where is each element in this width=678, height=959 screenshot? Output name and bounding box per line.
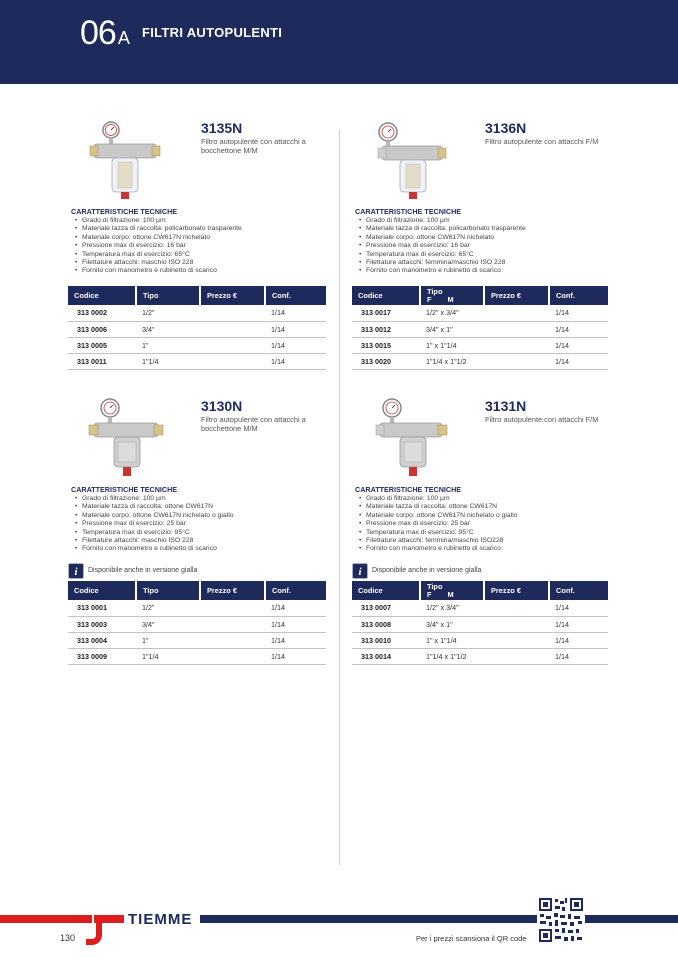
spec-item: • Grado di filtrazione: 100 µm xyxy=(82,495,326,503)
specs-title: CARATTERISTICHE TECNICHE xyxy=(71,485,178,494)
section-number xyxy=(80,14,130,53)
price-table xyxy=(352,286,608,370)
spec-item: • Filettature attacchi: maschio ISO 228 xyxy=(82,259,326,267)
product-code: 3131N xyxy=(485,398,527,414)
cell-prezzo xyxy=(200,632,265,648)
specs-title: CARATTERISTICHE TECNICHE xyxy=(355,207,462,216)
cell-conf: 1/14 xyxy=(549,616,608,632)
header-tipo: Tipo xyxy=(136,581,200,600)
cell-codice: 313 0014 xyxy=(352,648,420,664)
column-divider xyxy=(339,130,340,865)
header-prezzo: Prezzo € xyxy=(200,286,265,305)
cell-conf: 1/14 xyxy=(549,305,608,321)
filter-3136n-image xyxy=(372,120,452,200)
specs-block xyxy=(71,485,326,554)
page-header xyxy=(0,0,678,84)
cell-prezzo xyxy=(200,305,265,321)
cell-codice: 313 0020 xyxy=(352,353,420,369)
spec-item: • Grado di filtrazione: 100 µm xyxy=(366,217,610,225)
specs-title: CARATTERISTICHE TECNICHE xyxy=(355,485,462,494)
section-number-main: 06 xyxy=(80,14,116,52)
spec-item: • Filettature attacchi: femmina/maschio ISO 228 xyxy=(366,259,610,267)
table-header-row xyxy=(68,286,326,305)
spec-item: • Materiale corpo: ottone CW617N nichelato o giallo xyxy=(82,512,326,520)
table-row xyxy=(68,305,326,321)
cell-tipo: 1/2" xyxy=(136,305,200,321)
cell-tipo: 3/4" xyxy=(136,321,200,337)
cell-prezzo xyxy=(200,321,265,337)
cell-codice: 313 0017 xyxy=(352,305,420,321)
cell-tipo: 1" x 1"1/4 xyxy=(420,337,484,353)
spec-item: • Temperatura max di esercizio: 65°C xyxy=(82,251,326,259)
header-tipo-f: F xyxy=(427,295,432,304)
cell-prezzo xyxy=(200,616,265,632)
cell-prezzo xyxy=(200,337,265,353)
spec-item: • Fornito con manometro e rubinetto di scarico xyxy=(82,545,326,553)
info-note-text: Disponibile anche in versione gialla xyxy=(88,567,198,574)
cell-codice: 313 0001 xyxy=(68,600,136,616)
spec-item: • Pressione max di esercizio: 16 bar xyxy=(366,242,610,250)
header-conf: Conf. xyxy=(549,286,608,305)
cell-conf: 1/14 xyxy=(549,648,608,664)
price-table xyxy=(68,581,326,665)
spec-item: • Materiale tazza di raccolta: ottone CW617N xyxy=(366,503,610,511)
product-code: 3136N xyxy=(485,120,527,136)
cell-tipo: 1/2" xyxy=(136,600,200,616)
cell-codice: 313 0006 xyxy=(68,321,136,337)
footer-red-hook xyxy=(86,915,102,945)
cell-conf: 1/14 xyxy=(265,305,326,321)
cell-prezzo xyxy=(200,600,265,616)
cell-tipo: 1" x 1"1/4 xyxy=(420,632,484,648)
cell-codice: 313 0009 xyxy=(68,648,136,664)
cell-codice: 313 0015 xyxy=(352,337,420,353)
product-description: Filtro autopulente con attacchi F/M xyxy=(485,137,599,146)
cell-conf: 1/14 xyxy=(265,600,326,616)
info-icon: i xyxy=(352,563,368,579)
table-row xyxy=(352,337,608,353)
spec-item: • Materiale tazza di raccolta: ottone CW617N xyxy=(82,503,326,511)
specs-list xyxy=(71,495,326,554)
product-description: Filtro autopulente con attacchi a bocchettone M/M xyxy=(201,137,306,155)
info-note-text: Disponibile anche in versione gialla xyxy=(372,567,482,574)
product-code: 3130N xyxy=(201,398,243,414)
spec-item: • Temperatura max di esercizio: 95°C xyxy=(82,529,326,537)
cell-codice: 313 0003 xyxy=(68,616,136,632)
table-row xyxy=(352,616,608,632)
cell-tipo: 3/4" x 1" xyxy=(420,321,484,337)
cell-conf: 1/14 xyxy=(265,616,326,632)
page-number: 130 xyxy=(60,933,76,943)
footer-blue-bar xyxy=(200,915,678,923)
cell-tipo: 1" xyxy=(136,337,200,353)
product-description: Filtro autopulente con attacchi a bocchettone M/M xyxy=(201,415,306,433)
table-row xyxy=(68,632,326,648)
cell-prezzo xyxy=(484,353,549,369)
cell-tipo: 1"1/4 x 1"1/2 xyxy=(420,353,484,369)
cell-codice: 313 0010 xyxy=(352,632,420,648)
spec-item: • Pressione max di esercizio: 16 bar xyxy=(82,242,326,250)
info-icon: i xyxy=(68,563,84,579)
table-row xyxy=(68,616,326,632)
table-row xyxy=(352,632,608,648)
header-tipo-f: F xyxy=(427,590,432,599)
brand-logo-text: TIEMME xyxy=(128,911,193,928)
specs-list xyxy=(355,495,610,554)
spec-item: • Fornito con manometro e rubinetto di scarico xyxy=(366,545,610,553)
filter-3130n-image xyxy=(88,398,168,478)
header-conf: Conf. xyxy=(549,581,608,600)
table-row xyxy=(352,600,608,616)
info-note xyxy=(352,563,552,579)
table-row xyxy=(68,337,326,353)
table-row xyxy=(352,305,608,321)
cell-prezzo xyxy=(484,321,549,337)
cell-tipo: 1/2" x 3/4" xyxy=(420,305,484,321)
cell-conf: 1/14 xyxy=(265,632,326,648)
table-header-row xyxy=(352,286,608,305)
cell-prezzo xyxy=(484,616,549,632)
cell-conf: 1/14 xyxy=(265,337,326,353)
specs-block xyxy=(355,207,610,276)
header-prezzo: Prezzo € xyxy=(484,581,549,600)
spec-item: • Materiale corpo: ottone CW617N nichelato xyxy=(82,234,326,242)
qr-caption: Per i prezzi scansiona il QR code xyxy=(416,934,527,943)
header-codice: Codice xyxy=(352,286,420,305)
header-tipo: Tipo xyxy=(136,286,200,305)
cell-prezzo xyxy=(484,337,549,353)
section-number-sub: A xyxy=(117,28,130,48)
specs-block xyxy=(355,485,610,554)
spec-item: • Materiale tazza di raccolta: policarbonato trasparente xyxy=(82,225,326,233)
table-header-row xyxy=(68,581,326,600)
spec-item: • Pressione max di esercizio: 25 bar xyxy=(366,520,610,528)
header-tipo xyxy=(420,286,484,305)
specs-list xyxy=(71,217,326,276)
info-note xyxy=(68,563,268,579)
header-tipo-fm xyxy=(427,591,483,599)
header-codice: Codice xyxy=(352,581,420,600)
spec-item: • Materiale corpo: ottone CW617N nichelato xyxy=(366,234,610,242)
header-conf: Conf. xyxy=(265,286,326,305)
price-table xyxy=(352,581,608,665)
header-tipo-m: M xyxy=(447,295,454,304)
specs-title: CARATTERISTICHE TECNICHE xyxy=(71,207,178,216)
product-code: 3135N xyxy=(201,120,243,136)
spec-item: • Materiale tazza di raccolta: policarbonato trasparente xyxy=(366,225,610,233)
header-tipo-label: Tipo xyxy=(427,582,443,591)
cell-conf: 1/14 xyxy=(265,648,326,664)
cell-conf: 1/14 xyxy=(549,632,608,648)
cell-conf: 1/14 xyxy=(549,321,608,337)
cell-tipo: 1/2" x 3/4" xyxy=(420,600,484,616)
table-row xyxy=(68,648,326,664)
header-codice: Codice xyxy=(68,581,136,600)
cell-codice: 313 0012 xyxy=(352,321,420,337)
table-row xyxy=(68,321,326,337)
header-tipo-m: M xyxy=(447,590,454,599)
footer-red-bar xyxy=(0,915,92,923)
cell-prezzo xyxy=(484,305,549,321)
filter-3135n-image xyxy=(88,120,168,200)
cell-codice: 313 0002 xyxy=(68,305,136,321)
header-conf: Conf. xyxy=(265,581,326,600)
spec-item: • Grado di filtrazione: 100 µm xyxy=(82,217,326,225)
header-codice: Codice xyxy=(68,286,136,305)
specs-block xyxy=(71,207,326,276)
header-tipo-label: Tipo xyxy=(427,287,443,296)
filter-3131n-image xyxy=(372,398,452,478)
cell-codice: 313 0007 xyxy=(352,600,420,616)
cell-tipo: 1"1/4 xyxy=(136,353,200,369)
cell-prezzo xyxy=(484,632,549,648)
cell-codice: 313 0011 xyxy=(68,353,136,369)
header-prezzo: Prezzo € xyxy=(200,581,265,600)
cell-prezzo xyxy=(200,648,265,664)
cell-conf: 1/14 xyxy=(549,337,608,353)
table-row xyxy=(352,353,608,369)
cell-prezzo xyxy=(484,600,549,616)
specs-list xyxy=(355,217,610,276)
cell-tipo: 3/4" x 1" xyxy=(420,616,484,632)
table-row xyxy=(68,600,326,616)
cell-conf: 1/14 xyxy=(549,600,608,616)
cell-codice: 313 0008 xyxy=(352,616,420,632)
spec-item: • Fornito con manometro e rubinetto di scarico xyxy=(82,267,326,275)
spec-item: • Materiale corpo: ottone CW617N nichelato o giallo xyxy=(366,512,610,520)
header-tipo-fm xyxy=(427,296,483,304)
cell-codice: 313 0004 xyxy=(68,632,136,648)
cell-tipo: 1" xyxy=(136,632,200,648)
section-title: FILTRI AUTOPULENTI xyxy=(142,25,283,40)
spec-item: • Pressione max di esercizio: 25 bar xyxy=(82,520,326,528)
cell-conf: 1/14 xyxy=(549,353,608,369)
price-table xyxy=(68,286,326,370)
spec-item: • Filettature attacchi: maschio ISO 228 xyxy=(82,537,326,545)
table-row xyxy=(352,648,608,664)
table-row xyxy=(352,321,608,337)
header-tipo xyxy=(420,581,484,600)
cell-tipo: 1"1/4 x 1"1/2 xyxy=(420,648,484,664)
spec-item: • Grado di filtrazione: 100 µm xyxy=(366,495,610,503)
cell-prezzo xyxy=(200,353,265,369)
spec-item: • Filettature attacchi: femmina/maschio ISO228 xyxy=(366,537,610,545)
cell-conf: 1/14 xyxy=(265,353,326,369)
spec-item: • Temperatura max di esercizio: 95°C xyxy=(366,529,610,537)
spec-item: • Fornito con manometro e rubinetto di scarico xyxy=(366,267,610,275)
spec-item: • Temperatura max di esercizio: 65°C xyxy=(366,251,610,259)
table-header-row xyxy=(352,581,608,600)
cell-conf: 1/14 xyxy=(265,321,326,337)
cell-codice: 313 0005 xyxy=(68,337,136,353)
header-prezzo: Prezzo € xyxy=(484,286,549,305)
table-row xyxy=(68,353,326,369)
qr-code-icon[interactable] xyxy=(537,896,585,944)
cell-prezzo xyxy=(484,648,549,664)
cell-tipo: 3/4" xyxy=(136,616,200,632)
cell-tipo: 1"1/4 xyxy=(136,648,200,664)
product-description: Filtro autopulente con attacchi F/M xyxy=(485,415,599,424)
